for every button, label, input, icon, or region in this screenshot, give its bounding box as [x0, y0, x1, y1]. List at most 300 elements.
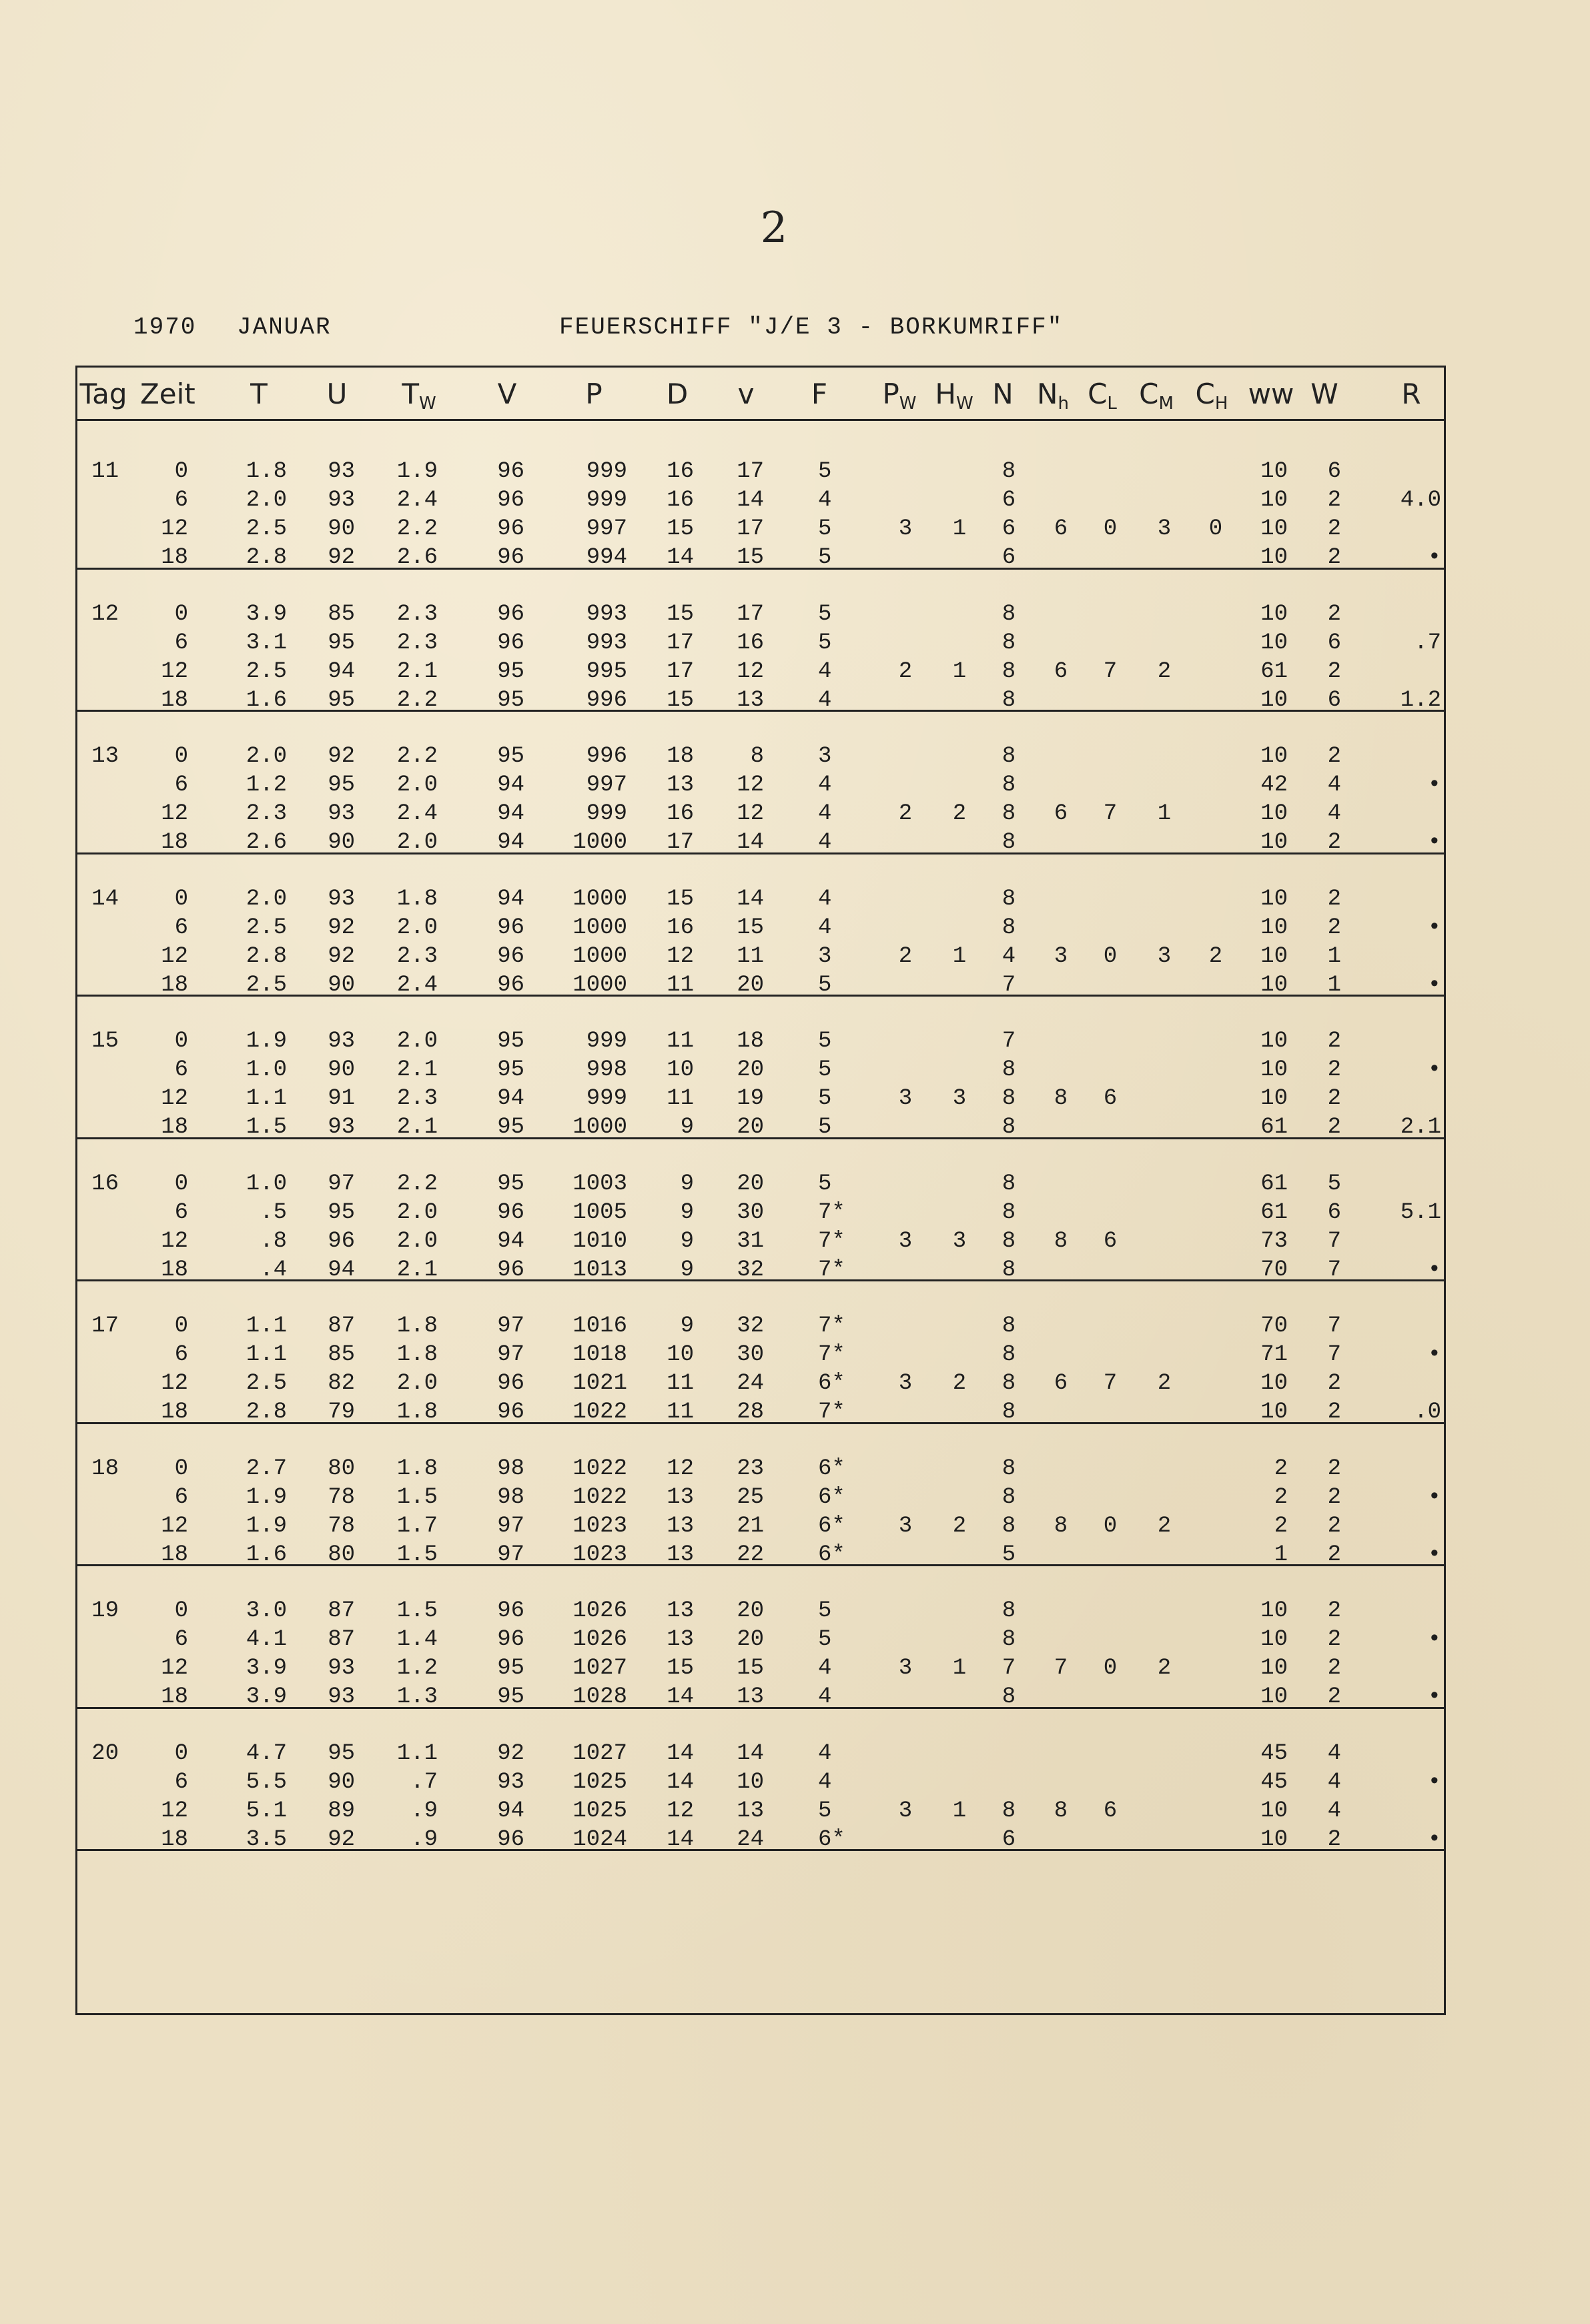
temp-cell: 1.2: [246, 772, 287, 798]
wave-height-cell: 2: [952, 1371, 967, 1396]
column-header: [927, 378, 981, 414]
past-weather-cell: 2: [1327, 658, 1341, 684]
temp-cell: 4.7: [246, 1740, 287, 1766]
wind-speed-cell: 13: [737, 687, 764, 713]
time-cell: 12: [161, 801, 188, 826]
water-temp-cell: 1.5: [396, 1598, 438, 1624]
wind-speed-cell: 17: [737, 601, 764, 627]
time-cell: 18: [161, 1542, 188, 1568]
column-header: [77, 378, 130, 410]
visibility-cell: 96: [497, 943, 524, 969]
column-header-label: T: [250, 378, 268, 410]
present-weather-cell: 10: [1260, 1057, 1288, 1083]
wind-dir-cell: 17: [667, 830, 694, 855]
visibility-cell: 96: [497, 1371, 524, 1396]
present-weather-cell: 10: [1260, 886, 1288, 912]
wind-speed-cell: 14: [737, 488, 764, 513]
visibility-cell: 94: [497, 886, 524, 912]
precipitation-cell: •: [1427, 1484, 1441, 1510]
wind-dir-cell: 9: [680, 1171, 694, 1197]
wind-speed-cell: 10: [737, 1769, 764, 1795]
time-cell: 12: [161, 1656, 188, 1681]
cloud-cover-cell: 8: [1002, 1456, 1016, 1482]
wind-force-cell: 4: [818, 830, 832, 855]
column-header-label: H: [935, 378, 956, 410]
visibility-cell: 97: [497, 1513, 524, 1539]
present-weather-cell: 10: [1260, 801, 1288, 826]
time-cell: 18: [161, 1115, 188, 1140]
water-temp-cell: 2.2: [396, 1171, 438, 1197]
visibility-cell: 96: [497, 972, 524, 998]
humidity-cell: 92: [328, 943, 355, 969]
time-cell: 18: [161, 1257, 188, 1283]
present-weather-cell: 10: [1260, 943, 1288, 969]
temp-cell: 2.0: [246, 488, 287, 513]
wave-height-cell: 1: [952, 1798, 967, 1824]
wind-speed-cell: 19: [737, 1086, 764, 1111]
temp-cell: 1.0: [246, 1171, 287, 1197]
temp-cell: 1.1: [246, 1342, 287, 1367]
header-ship: FEUERSCHIFF "J/E 3 - BORKUMRIFF": [559, 314, 1064, 341]
pressure-cell: 1003: [572, 1171, 627, 1197]
time-cell: 0: [174, 1313, 188, 1339]
column-header-label: D: [666, 378, 689, 410]
low-cloud-cell: 8: [1054, 1513, 1068, 1539]
pressure-cell: 1005: [572, 1199, 627, 1225]
wind-force-cell: 5: [818, 1057, 832, 1083]
wind-force-cell: 5: [818, 1598, 832, 1624]
cloud-cover-cell: 8: [1002, 630, 1016, 656]
water-temp-cell: 2.3: [396, 630, 438, 656]
wind-dir-cell: 10: [667, 1342, 694, 1367]
cloud-cover-cell: 8: [1002, 830, 1016, 855]
wind-force-cell: 5: [818, 1086, 832, 1111]
column-header: [1298, 378, 1351, 410]
past-weather-cell: 2: [1327, 1086, 1341, 1111]
cloud-cover-cell: 5: [1002, 1542, 1016, 1568]
humidity-cell: 90: [328, 830, 355, 855]
visibility-cell: 95: [497, 658, 524, 684]
cloud-cover-cell: 6: [1002, 545, 1016, 570]
temp-cell: 5.5: [246, 1769, 287, 1795]
wind-force-cell: 7*: [818, 1199, 845, 1225]
column-header: [1026, 378, 1080, 414]
wind-speed-cell: 13: [737, 1798, 764, 1824]
wind-dir-cell: 14: [667, 1740, 694, 1766]
column-header-subscript: W: [899, 394, 917, 414]
wind-dir-cell: 14: [667, 1684, 694, 1710]
humidity-cell: 78: [328, 1484, 355, 1510]
cloud-cover-cell: 8: [1002, 1313, 1016, 1339]
past-weather-cell: 5: [1327, 1171, 1341, 1197]
present-weather-cell: 10: [1260, 1029, 1288, 1054]
humidity-cell: 93: [328, 886, 355, 912]
wind-speed-cell: 12: [737, 658, 764, 684]
cloud-cover-cell: 8: [1002, 801, 1016, 826]
past-weather-cell: 6: [1327, 459, 1341, 484]
day-cell: 19: [91, 1598, 119, 1624]
wind-dir-cell: 15: [667, 687, 694, 713]
humidity-cell: 78: [328, 1513, 355, 1539]
past-weather-cell: 2: [1327, 1627, 1341, 1652]
past-weather-cell: 1: [1327, 943, 1341, 969]
wind-force-cell: 5: [818, 1115, 832, 1140]
pressure-cell: 1028: [572, 1684, 627, 1710]
water-temp-cell: .7: [410, 1769, 438, 1795]
day-group: [75, 1709, 1446, 1852]
low-cloud-cell: 8: [1054, 1798, 1068, 1824]
past-weather-cell: 4: [1327, 1769, 1341, 1795]
water-temp-cell: 1.8: [396, 886, 438, 912]
cloud-cover-cell: 6: [1002, 1826, 1016, 1852]
wind-speed-cell: 16: [737, 630, 764, 656]
temp-cell: 2.6: [246, 830, 287, 855]
wind-speed-cell: 20: [737, 1627, 764, 1652]
temp-cell: 1.1: [246, 1313, 287, 1339]
temp-cell: .4: [260, 1257, 287, 1283]
time-cell: 18: [161, 1826, 188, 1852]
day-cell: 16: [91, 1171, 119, 1197]
pressure-cell: 999: [586, 459, 627, 484]
wind-dir-cell: 10: [667, 1057, 694, 1083]
column-header-label: W: [1310, 378, 1338, 410]
visibility-cell: 96: [497, 488, 524, 513]
time-cell: 0: [174, 1740, 188, 1766]
time-cell: 12: [161, 943, 188, 969]
column-header: [1076, 378, 1129, 414]
wave-period-cell: 3: [898, 1228, 913, 1254]
past-weather-cell: 2: [1327, 1656, 1341, 1681]
column-header-label: C: [1195, 378, 1215, 410]
pressure-cell: 1000: [572, 830, 627, 855]
day-group: [75, 997, 1446, 1139]
present-weather-cell: 2: [1274, 1484, 1288, 1510]
day-cell: 18: [91, 1456, 119, 1482]
wind-speed-cell: 24: [737, 1826, 764, 1852]
humidity-cell: 93: [328, 1029, 355, 1054]
column-header-label: F: [811, 378, 828, 410]
temp-cell: 2.8: [246, 1399, 287, 1425]
water-temp-cell: 2.2: [396, 516, 438, 542]
cloud-cover-cell: 8: [1002, 886, 1016, 912]
time-cell: 6: [174, 1199, 188, 1225]
present-weather-cell: 1: [1274, 1542, 1288, 1568]
pressure-cell: 1018: [572, 1342, 627, 1367]
cloud-cover-cell: 4: [1002, 943, 1016, 969]
cloud-low-type-cell: 7: [1103, 658, 1118, 684]
cloud-cover-cell: 8: [1002, 1115, 1016, 1140]
wind-dir-cell: 16: [667, 488, 694, 513]
visibility-cell: 95: [497, 1115, 524, 1140]
water-temp-cell: 1.9: [396, 459, 438, 484]
temp-cell: 3.1: [246, 630, 287, 656]
humidity-cell: 90: [328, 972, 355, 998]
cloud-low-type-cell: 0: [1103, 943, 1118, 969]
cloud-cover-cell: 8: [1002, 1598, 1016, 1624]
pressure-cell: 1022: [572, 1484, 627, 1510]
present-weather-cell: 42: [1260, 772, 1288, 798]
cloud-low-type-cell: 6: [1103, 1798, 1118, 1824]
column-header: [567, 378, 621, 410]
precipitation-cell: •: [1427, 1627, 1441, 1652]
wind-force-cell: 6*: [818, 1456, 845, 1482]
day-cell: 17: [91, 1313, 119, 1339]
wind-speed-cell: 25: [737, 1484, 764, 1510]
past-weather-cell: 2: [1327, 545, 1341, 570]
day-cell: 14: [91, 886, 119, 912]
temp-cell: 1.1: [246, 1086, 287, 1111]
wind-force-cell: 4: [818, 1740, 832, 1766]
wave-period-cell: 2: [898, 658, 913, 684]
humidity-cell: 92: [328, 545, 355, 570]
humidity-cell: 95: [328, 1199, 355, 1225]
water-temp-cell: 1.8: [396, 1399, 438, 1425]
past-weather-cell: 1: [1327, 972, 1341, 998]
column-header-label: Zeit: [140, 378, 195, 410]
water-temp-cell: 2.2: [396, 687, 438, 713]
visibility-cell: 96: [497, 601, 524, 627]
water-temp-cell: 2.3: [396, 1086, 438, 1111]
wind-speed-cell: 20: [737, 1598, 764, 1624]
visibility-cell: 98: [497, 1484, 524, 1510]
humidity-cell: 96: [328, 1228, 355, 1254]
pressure-cell: 996: [586, 687, 627, 713]
visibility-cell: 96: [497, 1199, 524, 1225]
past-weather-cell: 7: [1327, 1313, 1341, 1339]
wind-dir-cell: 11: [667, 1399, 694, 1425]
present-weather-cell: 71: [1260, 1342, 1288, 1367]
pressure-cell: 1022: [572, 1456, 627, 1482]
visibility-cell: 95: [497, 1656, 524, 1681]
day-cell: 13: [91, 744, 119, 769]
day-group: [75, 1424, 1446, 1567]
past-weather-cell: 2: [1327, 1684, 1341, 1710]
wind-force-cell: 4: [818, 1684, 832, 1710]
header-month: JANUAR: [237, 314, 332, 341]
visibility-cell: 96: [497, 1627, 524, 1652]
present-weather-cell: 10: [1260, 915, 1288, 941]
cloud-mid-type-cell: 2: [1157, 1656, 1172, 1681]
water-temp-cell: 2.1: [396, 1057, 438, 1083]
time-cell: 0: [174, 744, 188, 769]
time-cell: 12: [161, 658, 188, 684]
humidity-cell: 90: [328, 1057, 355, 1083]
humidity-cell: 87: [328, 1313, 355, 1339]
column-header-label: R: [1401, 378, 1421, 410]
pressure-cell: 997: [586, 772, 627, 798]
time-cell: 0: [174, 459, 188, 484]
column-header: [1130, 378, 1183, 414]
wave-period-cell: 2: [898, 801, 913, 826]
humidity-cell: 80: [328, 1456, 355, 1482]
wind-force-cell: 7*: [818, 1228, 845, 1254]
wind-force-cell: 4: [818, 658, 832, 684]
day-group: [75, 712, 1446, 854]
column-header: [976, 378, 1030, 410]
time-cell: 18: [161, 1399, 188, 1425]
humidity-cell: 93: [328, 1115, 355, 1140]
wind-speed-cell: 31: [737, 1228, 764, 1254]
present-weather-cell: 10: [1260, 1371, 1288, 1396]
time-cell: 6: [174, 1627, 188, 1652]
pressure-cell: 1010: [572, 1228, 627, 1254]
wind-dir-cell: 14: [667, 545, 694, 570]
present-weather-cell: 10: [1260, 1826, 1288, 1852]
past-weather-cell: 6: [1327, 687, 1341, 713]
column-header: [310, 378, 364, 410]
temp-cell: 1.6: [246, 687, 287, 713]
wind-dir-cell: 13: [667, 1542, 694, 1568]
cloud-cover-cell: 8: [1002, 1798, 1016, 1824]
wind-dir-cell: 17: [667, 658, 694, 684]
column-header: [232, 378, 286, 410]
cloud-low-type-cell: 6: [1103, 1228, 1118, 1254]
temp-cell: 1.0: [246, 1057, 287, 1083]
pressure-cell: 1000: [572, 1115, 627, 1140]
humidity-cell: 95: [328, 630, 355, 656]
visibility-cell: 96: [497, 1399, 524, 1425]
cloud-cover-cell: 6: [1002, 516, 1016, 542]
pressure-cell: 1027: [572, 1740, 627, 1766]
water-temp-cell: 2.3: [396, 943, 438, 969]
wind-speed-cell: 17: [737, 516, 764, 542]
water-temp-cell: 2.0: [396, 1199, 438, 1225]
temp-cell: 1.8: [246, 459, 287, 484]
wind-force-cell: 4: [818, 772, 832, 798]
wind-speed-cell: 20: [737, 1171, 764, 1197]
visibility-cell: 95: [497, 1171, 524, 1197]
visibility-cell: 95: [497, 1057, 524, 1083]
column-header-label: C: [1088, 378, 1108, 410]
column-header-label: N: [1037, 378, 1058, 410]
wind-dir-cell: 12: [667, 1456, 694, 1482]
past-weather-cell: 2: [1327, 1057, 1341, 1083]
precipitation-cell: •: [1427, 915, 1441, 941]
wind-dir-cell: 11: [667, 1371, 694, 1396]
temp-cell: 2.8: [246, 943, 287, 969]
wind-speed-cell: 28: [737, 1399, 764, 1425]
water-temp-cell: 2.4: [396, 801, 438, 826]
cloud-cover-cell: 8: [1002, 1057, 1016, 1083]
wind-force-cell: 4: [818, 801, 832, 826]
past-weather-cell: 2: [1327, 1513, 1341, 1539]
cloud-low-type-cell: 7: [1103, 801, 1118, 826]
temp-cell: 2.5: [246, 1371, 287, 1396]
humidity-cell: 91: [328, 1086, 355, 1111]
column-header-subscript: h: [1058, 394, 1069, 414]
wave-height-cell: 2: [952, 1513, 967, 1539]
present-weather-cell: 10: [1260, 545, 1288, 570]
past-weather-cell: 2: [1327, 744, 1341, 769]
time-cell: 6: [174, 772, 188, 798]
wind-dir-cell: 17: [667, 630, 694, 656]
wind-dir-cell: 18: [667, 744, 694, 769]
present-weather-cell: 61: [1260, 658, 1288, 684]
temp-cell: 1.9: [246, 1029, 287, 1054]
wave-height-cell: 1: [952, 658, 967, 684]
pressure-cell: 993: [586, 630, 627, 656]
past-weather-cell: 2: [1327, 1456, 1341, 1482]
wind-speed-cell: 30: [737, 1199, 764, 1225]
wind-speed-cell: 14: [737, 1740, 764, 1766]
column-header-label: ww: [1248, 378, 1294, 410]
precipitation-cell: •: [1427, 1057, 1441, 1083]
wind-dir-cell: 15: [667, 516, 694, 542]
wind-speed-cell: 8: [750, 744, 764, 769]
wind-force-cell: 5: [818, 1029, 832, 1054]
temp-cell: 2.3: [246, 801, 287, 826]
wave-period-cell: 3: [898, 516, 913, 542]
cloud-cover-cell: 8: [1002, 1684, 1016, 1710]
cloud-low-type-cell: 0: [1103, 1656, 1118, 1681]
column-header-label: C: [1139, 378, 1159, 410]
present-weather-cell: 45: [1260, 1769, 1288, 1795]
visibility-cell: 96: [497, 545, 524, 570]
wind-speed-cell: 22: [737, 1542, 764, 1568]
present-weather-cell: 10: [1260, 1086, 1288, 1111]
cloud-mid-type-cell: 2: [1157, 1513, 1172, 1539]
wave-period-cell: 3: [898, 1371, 913, 1396]
visibility-cell: 94: [497, 1798, 524, 1824]
column-header: [392, 378, 446, 414]
wind-speed-cell: 23: [737, 1456, 764, 1482]
past-weather-cell: 2: [1327, 1115, 1341, 1140]
precipitation-cell: •: [1427, 772, 1441, 798]
time-cell: 18: [161, 545, 188, 570]
column-header: [719, 378, 773, 410]
wind-dir-cell: 9: [680, 1199, 694, 1225]
cloud-cover-cell: 8: [1002, 687, 1016, 713]
wind-dir-cell: 14: [667, 1826, 694, 1852]
temp-cell: 2.7: [246, 1456, 287, 1482]
temp-cell: 3.5: [246, 1826, 287, 1852]
pressure-cell: 1024: [572, 1826, 627, 1852]
wind-force-cell: 6*: [818, 1542, 845, 1568]
present-weather-cell: 10: [1260, 1399, 1288, 1425]
visibility-cell: 93: [497, 1769, 524, 1795]
pressure-cell: 1022: [572, 1399, 627, 1425]
precipitation-cell: 4.0: [1400, 488, 1441, 513]
present-weather-cell: 61: [1260, 1199, 1288, 1225]
past-weather-cell: 6: [1327, 630, 1341, 656]
column-header-subscript: W: [418, 394, 436, 414]
precipitation-cell: •: [1427, 1684, 1441, 1710]
cloud-cover-cell: 8: [1002, 1513, 1016, 1539]
temp-cell: 3.9: [246, 1656, 287, 1681]
past-weather-cell: 4: [1327, 772, 1341, 798]
present-weather-cell: 10: [1260, 1598, 1288, 1624]
cloud-low-type-cell: 0: [1103, 1513, 1118, 1539]
present-weather-cell: 61: [1260, 1115, 1288, 1140]
visibility-cell: 97: [497, 1342, 524, 1367]
water-temp-cell: .9: [410, 1826, 438, 1852]
wind-dir-cell: 13: [667, 1484, 694, 1510]
pressure-cell: 995: [586, 658, 627, 684]
wind-speed-cell: 12: [737, 772, 764, 798]
wind-speed-cell: 21: [737, 1513, 764, 1539]
wind-force-cell: 7*: [818, 1342, 845, 1367]
column-header-label: U: [326, 378, 348, 410]
time-cell: 6: [174, 488, 188, 513]
temp-cell: 4.1: [246, 1627, 287, 1652]
visibility-cell: 94: [497, 1086, 524, 1111]
water-temp-cell: 1.5: [396, 1484, 438, 1510]
present-weather-cell: 10: [1260, 972, 1288, 998]
water-temp-cell: 2.4: [396, 972, 438, 998]
precipitation-cell: 5.1: [1400, 1199, 1441, 1225]
low-cloud-cell: 6: [1054, 516, 1068, 542]
time-cell: 12: [161, 1513, 188, 1539]
